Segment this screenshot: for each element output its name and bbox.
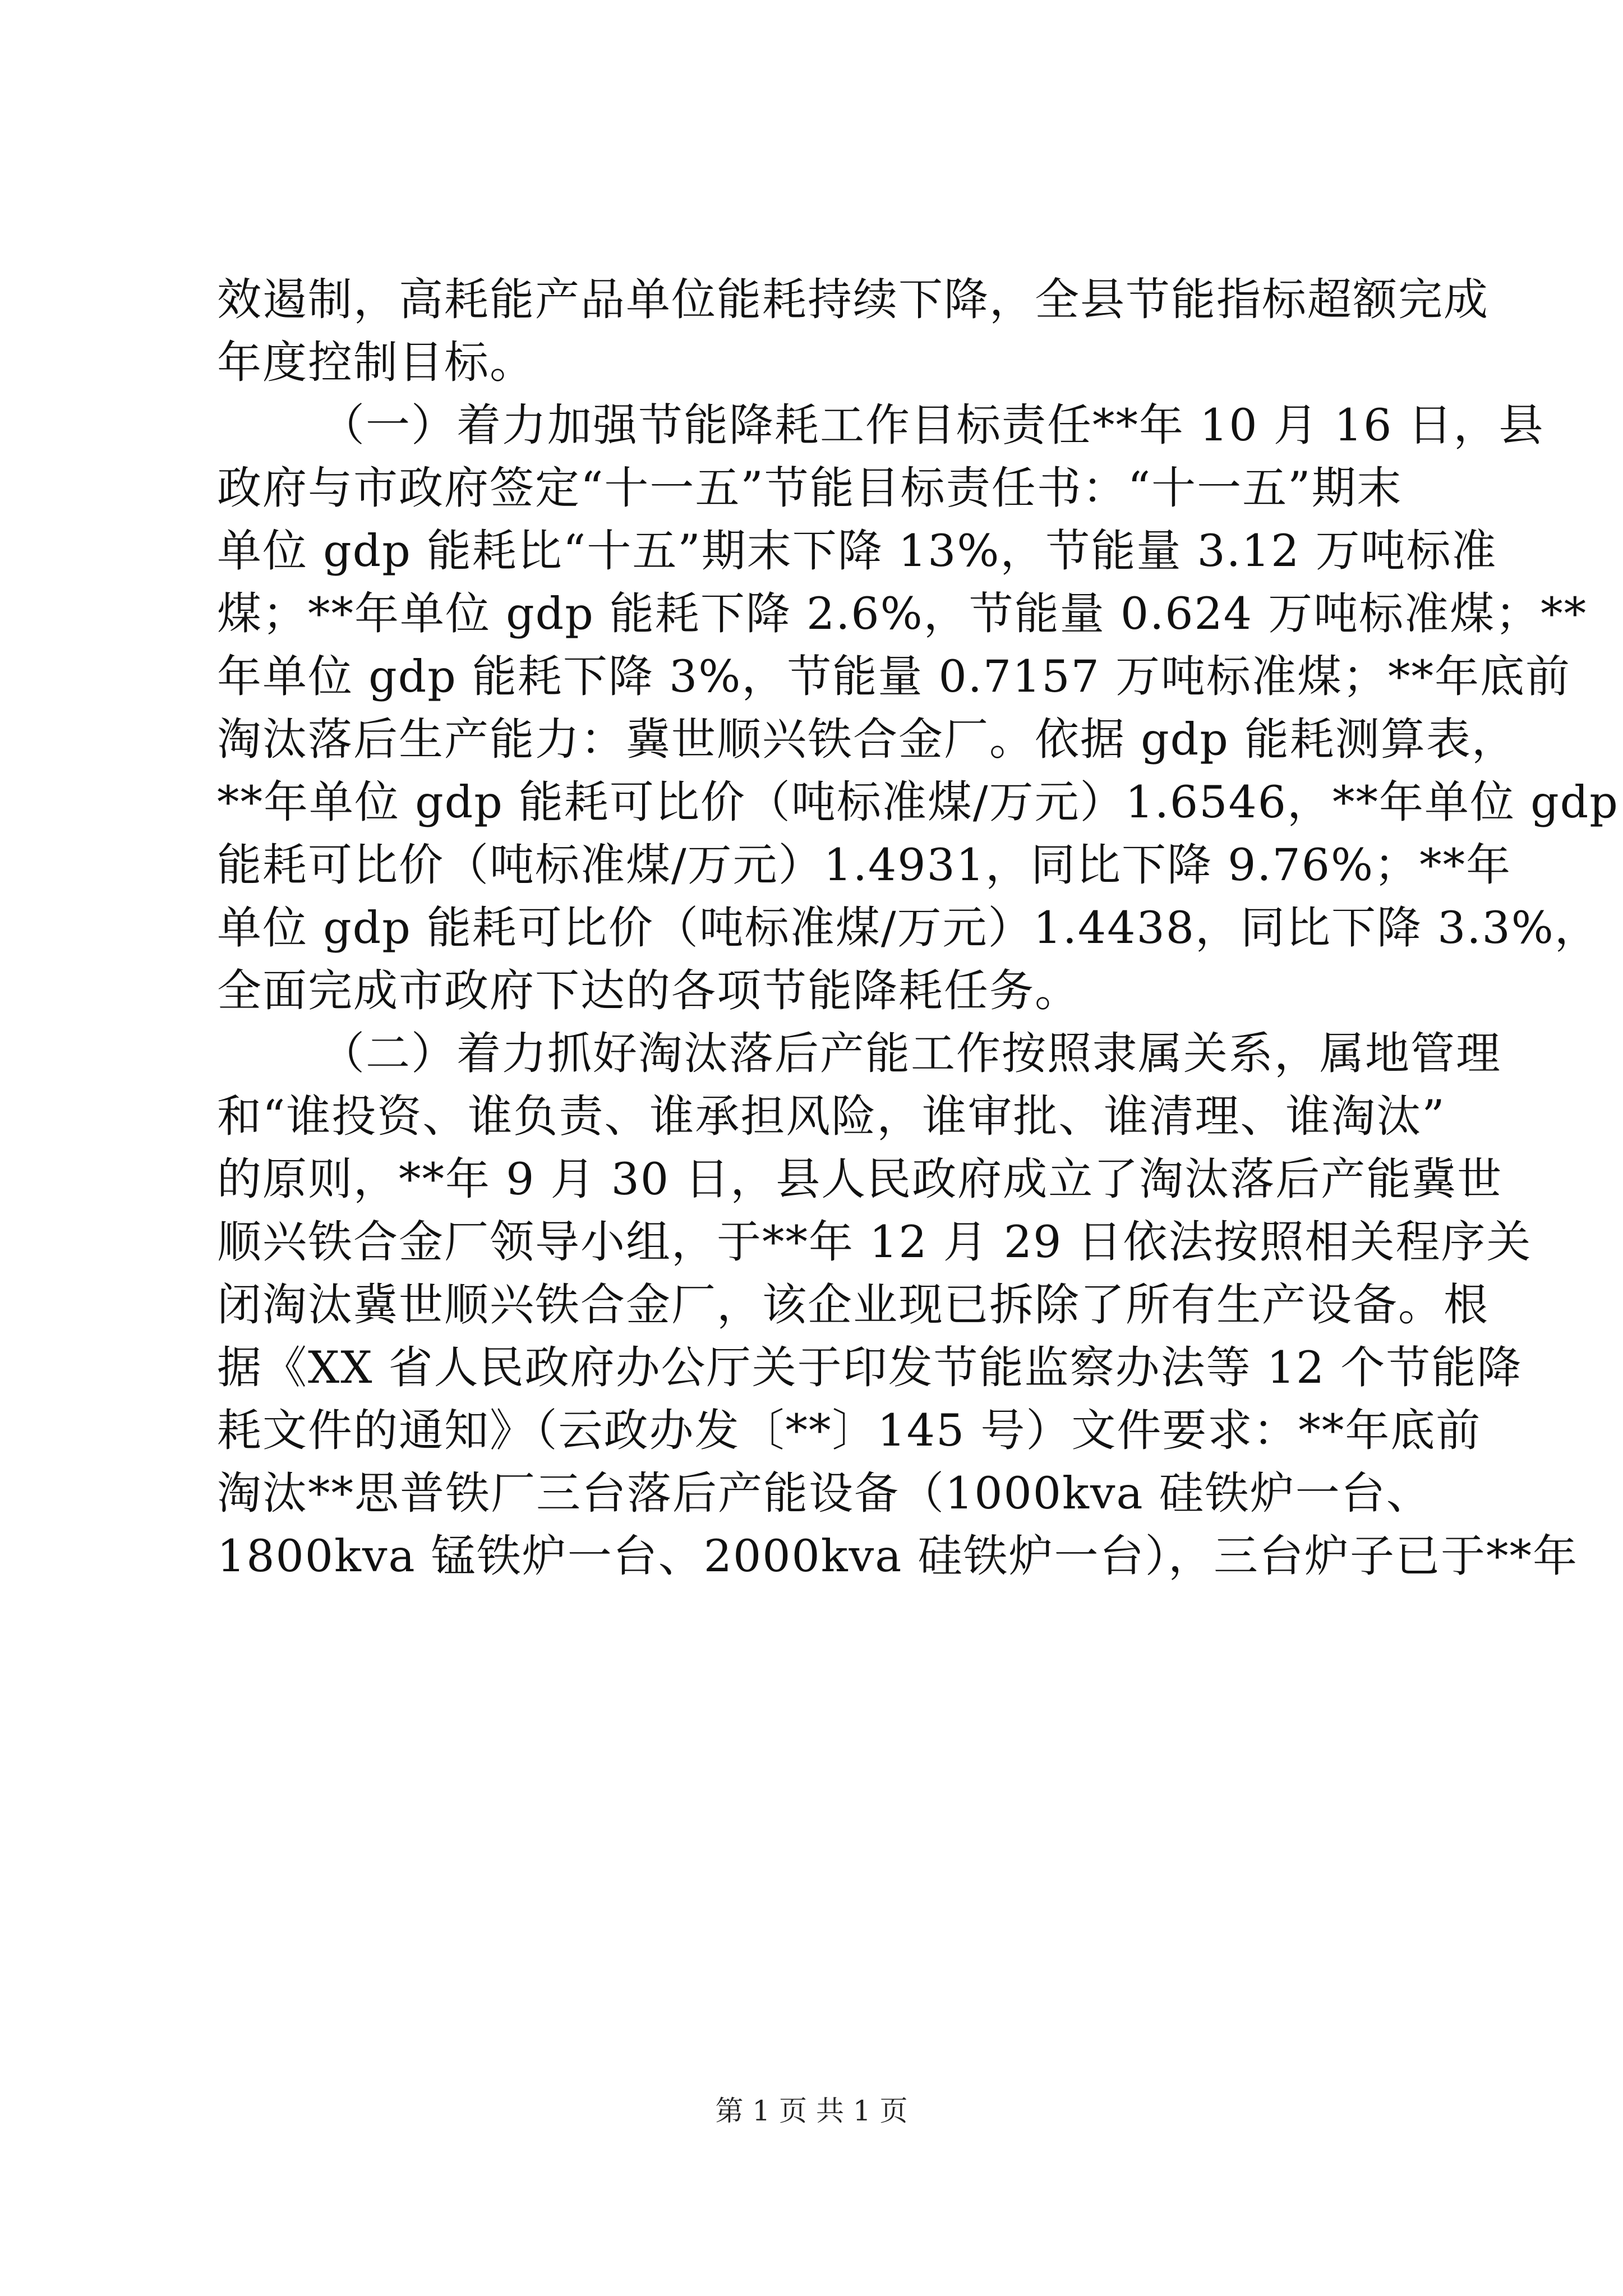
text-line: 1800kva 锰铁炉一台、2000kva 硅铁炉一台），三台炉子已于**年: [217, 1530, 1579, 1582]
text-line: 淘汰落后生产能力：冀世顺兴铁合金厂。依据 gdp 能耗测算表，: [217, 714, 1517, 765]
text-line: 和“谁投资、谁负责、谁承担风险，谁审批、谁清理、谁淘汰”: [217, 1091, 1446, 1142]
paragraph: [217, 394, 1619, 1022]
text-line: 淘汰**思普铁厂三台落后产能设备（1000kva 硅铁炉一台、: [217, 1467, 1432, 1519]
page-footer: [0, 2091, 1623, 2131]
text-line: 全面完成市政府下达的各项节能降耗任务。: [217, 965, 1080, 1016]
paragraph: [217, 1022, 1579, 1588]
text-line: 顺兴铁合金厂领导小组，于**年 12 月 29 日依法按照相关程序关: [217, 1216, 1532, 1268]
text-line: （二）着力抓好淘汰落后产能工作按照隶属关系，属地管理: [320, 1028, 1501, 1079]
text-line: 政府与市政府签定“十一五”节能目标责任书：“十一五”期末: [217, 462, 1403, 514]
text-line: （一）着力加强节能降耗工作目标责任**年 10 月 16 日，县: [320, 399, 1544, 451]
text-line: 单位 gdp 能耗可比价（吨标准煤/万元）1.4438，同比下降 3.3%，: [217, 902, 1600, 954]
text-line: 煤；**年单位 gdp 能耗下降 2.6%，节能量 0.624 万吨标准煤；**: [217, 588, 1588, 639]
text-line: 能耗可比价（吨标准煤/万元）1.4931，同比下降 9.76%；**年: [217, 839, 1512, 891]
paragraph: [217, 268, 1489, 394]
text-line: 效遏制，高耗能产品单位能耗持续下降，全县节能指标超额完成: [217, 274, 1489, 325]
text-line: 耗文件的通知》（云政办发〔**〕145 号）文件要求：**年底前: [217, 1405, 1482, 1456]
text-line: 的原则，**年 9 月 30 日，县人民政府成立了淘汰落后产能冀世: [217, 1153, 1503, 1205]
page-number: 第 1 页 共 1 页: [715, 2095, 908, 2127]
text-line: 年单位 gdp 能耗下降 3%，节能量 0.7157 万吨标准煤；**年底前: [217, 651, 1571, 702]
text-line: 年度控制目标。: [217, 337, 535, 388]
text-line: **年单位 gdp 能耗可比价（吨标准煤/万元）1.6546，**年单位 gdp: [217, 776, 1619, 828]
text-line: 单位 gdp 能耗比“十五”期末下降 13%，节能量 3.12 万吨标准: [217, 525, 1497, 577]
text-line: 闭淘汰冀世顺兴铁合金厂，该企业现已拆除了所有生产设备。根: [217, 1279, 1489, 1331]
document-body: [217, 268, 1619, 1588]
text-line: 据《XX 省人民政府办公厅关于印发节能监察办法等 12 个节能降: [217, 1342, 1523, 1393]
